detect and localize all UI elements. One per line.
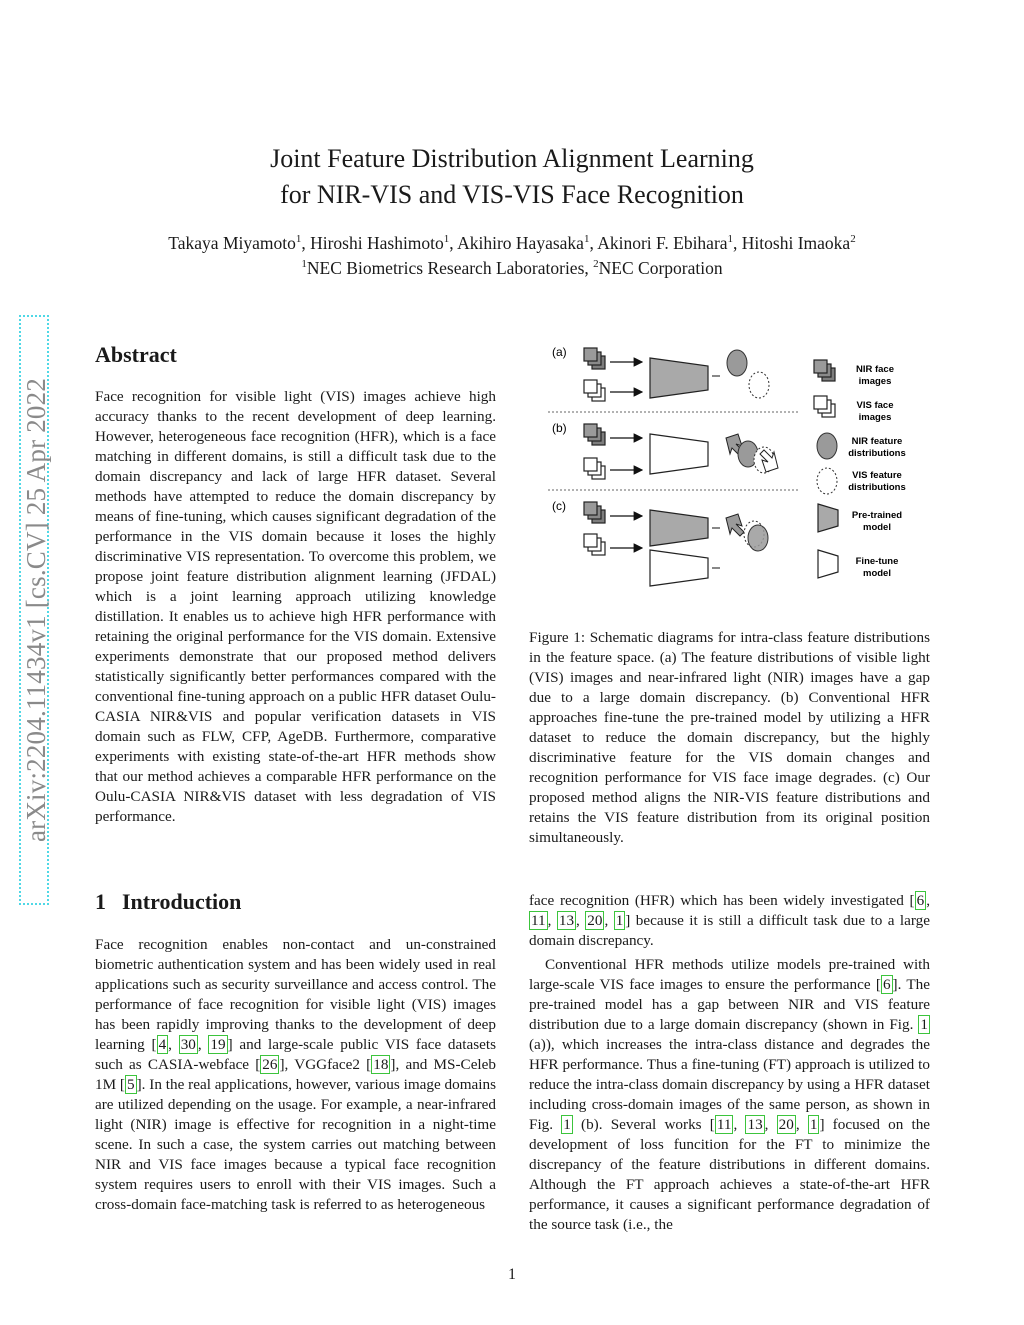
legend-finetune-label: Fine-tune model <box>855 556 899 579</box>
paper-title-line-1: Joint Feature Distribution Alignment Learning <box>270 144 754 173</box>
legend-vis-face-label: VIS face images <box>856 400 894 423</box>
author-name: Takaya Miyamoto <box>168 233 296 253</box>
author-block <box>0 231 1024 281</box>
affiliation-name: NEC Corporation <box>598 258 723 278</box>
intro-paragraph-3: Conventional HFR methods utilize models pre-trained with large-scale VIS face images to ensure the performance [ 6 ]. The pre-trained model has a gap between NIR and VIS feature distribution due to a large domain discrepancy (shown in Fig. 1 (a)), which increases the intra-class distance and degrades the HFR performance. Thus a fine-tuning (FT) approach is utilized to reduce the intra-class domain discrepancy by using a HFR dataset including cross-domain images of the same person, as shown in Fig. 1 (b). Several works [ 11 , 13 , 20 , 1 ] focused on the development of loss funcition for the FT to minimize the discrepancy of the feature distributions in different domains. Although the FT approach achieves a state-of-the-art HFR performance, it causes a significant performance degradation of the source task (i.e., the <box>529 956 931 1233</box>
paper-title <box>0 141 1024 213</box>
figure-legend <box>814 360 906 579</box>
citation-link[interactable]: 13 <box>558 912 575 929</box>
citation-link[interactable]: 11 <box>531 912 546 929</box>
vis-image-stack-icon <box>584 380 605 401</box>
affiliation-name: NEC Biometrics Research Laboratories <box>306 258 585 278</box>
author-name: Hiroshi Hashimoto <box>310 233 444 253</box>
introduction-heading <box>95 888 241 916</box>
citation-link[interactable]: 6 <box>882 976 891 993</box>
citation-link[interactable]: 19 <box>210 1036 226 1053</box>
panel-a-content <box>584 348 769 401</box>
panel-label-c: (c) <box>552 499 566 513</box>
citation-link[interactable]: 13 <box>747 1116 763 1133</box>
citation-link[interactable]: 4 <box>158 1036 167 1053</box>
intro-paragraph-1: Face recognition enables non-contact and un-constrained biometric authentication system and has been widely used in real applications such as security surveillance and access control. The performance of face recognition for visible light (VIS) images has been rapidly improving thanks to the development of deep learning [ 4 , 30 , 19 ] and large-scale public VIS face datasets such as CASIA-webface [ 26 ], VGGface2 [ 18 ], and MS-Celeb 1M [ 5 ]. In the real applications, however, various image domains are utilized depending on the usage. For example, a near-infrared light (NIR) image is effective for recognition in a night-time scene. In such a case, the system carries out matching between NIR and VIS face images because a typical face recognition system requires users to enroll with their VIS images. Such a cross-domain face-matching task is referred to as heterogeneous <box>95 936 497 1213</box>
affiliation-mark: 1 <box>301 258 307 270</box>
author-name: Akinori F. Ebihara <box>597 233 728 253</box>
abstract-heading: Abstract <box>95 342 177 367</box>
affiliation-mark: 1 <box>295 233 302 245</box>
pretrained-model-icon <box>650 358 708 398</box>
arxiv-identifier[interactable]: arXiv:2204.11434v1 [cs.CV] 25 Apr 2022 <box>19 315 49 905</box>
panel-label-a: (a) <box>552 345 567 359</box>
section-number: 1 <box>95 889 106 914</box>
page-number: 1 <box>508 1266 516 1283</box>
paper-title-line-2: for NIR-VIS and VIS-VIS Face Recognition <box>280 180 744 209</box>
legend-vis-feature-label: VIS feature distributions <box>848 470 906 493</box>
affiliation-mark: 1 <box>727 233 734 245</box>
citation-link[interactable]: 20 <box>778 1116 794 1133</box>
legend-pretrained-label: Pre-trained model <box>851 510 903 533</box>
legend-nir-face-label: NIR face images <box>855 364 895 387</box>
legend-nir-feature-label: NIR feature distributions <box>848 436 906 459</box>
citation-link[interactable]: 1 <box>809 1116 818 1133</box>
figure-1-caption: Figure 1: Schematic diagrams for intra-class feature distributions in the feature space. (a) The feature distributions of visible light (VIS) images and near-infrared light (NIR) images have a gap due to a large domain discrepancy. (b) Conventional HFR approaches fine-tune the pre-trained model by utilizing a HFR dataset to reduce the domain discrepancy, but the highly discriminative feature for the VIS domain changes and recognition performance for VIS face image degrades. (c) Our proposed method aligns the NIR-VIS feature distributions and retains the VIS feature distribution from its original position simultaneously. <box>529 629 930 846</box>
vis-feature-distribution-icon <box>749 372 769 398</box>
citation-link[interactable]: 1 <box>563 1116 571 1133</box>
citation-link[interactable]: 30 <box>180 1036 196 1053</box>
author-list: Takaya Miyamoto$^1$, Hiroshi Hashimoto$^1$, Akihiro Hayasaka$^1$, Akinori F. Ebihara$^1$, Hitoshi Imaoka$^2$ <box>168 233 856 253</box>
panel-label-b: (b) <box>552 421 567 435</box>
affiliation-list: $^1$NEC Biometrics Research Laboratories, $^2$NEC Corporation <box>301 258 723 278</box>
nir-feature-distribution-icon <box>727 350 747 376</box>
nir-image-stack-icon <box>584 348 605 369</box>
affiliation-mark: 1 <box>583 233 590 245</box>
abstract-text: Face recognition for visible light (VIS) images achieve high accuracy thanks to the recent development of deep learning. However, heterogeneous face recognition (HFR), which is a face matching in different domains, is still a difficult task due to the domain discrepancy and lack of large HFR dataset. Several methods have attempted to reduce the domain discrepancy by means of fine-tuning, which causes significant degradation of the performance in the VIS domain because it loses the highly discriminative VIS representation. To overcome this problem, we propose joint feature distribution alignment learning (JFDAL) which is a joint learning approach utilizing knowledge distillation. It enables us to achieve high HFR performance with retaining the original performance for the VIS domain. Extensive experiments demonstrate that our proposed method delivers statistically significantly better performances compared with the conventional fine-tuning approach on a public HFR dataset Oulu-CASIA NIR&VIS and popular verification datasets in VIS domain such as FLW, CFP, AgeDB. Furthermore, comparative experiments with existing state-of-the-art HFR methods show that our method achieves a comparable HFR performance on the Oulu-CASIA NIR&VIS dataset with less degradation of VIS performance. <box>95 388 496 825</box>
section-title: Introduction <box>122 889 242 914</box>
author-name: Hitoshi Imaoka <box>741 233 851 253</box>
figure-1-diagram <box>532 338 927 600</box>
panel-c-content <box>584 502 768 586</box>
citation-link[interactable]: 20 <box>587 912 603 929</box>
affiliation-mark: 2 <box>593 258 599 270</box>
citation-link[interactable]: 1 <box>920 1016 928 1033</box>
citation-link[interactable]: 11 <box>716 1116 732 1133</box>
citation-link[interactable]: 1 <box>615 912 624 929</box>
author-name: Akihiro Hayasaka <box>457 233 584 253</box>
finetune-model-icon <box>650 434 708 474</box>
affiliation-mark: 2 <box>850 233 856 245</box>
citation-link[interactable]: 6 <box>916 892 925 909</box>
citation-link[interactable]: 18 <box>373 1056 389 1073</box>
affiliation-mark: 1 <box>443 233 450 245</box>
citation-link[interactable]: 5 <box>127 1076 135 1093</box>
intro-paragraph-2: face recognition (HFR) which has been widely investigated [ 6 , 11 , 13 , 20 , 1 ] because it is still a difficult task due to a large domain discrepancy. <box>529 892 930 949</box>
citation-link[interactable]: 26 <box>262 1056 278 1073</box>
panel-b-content <box>584 424 778 479</box>
